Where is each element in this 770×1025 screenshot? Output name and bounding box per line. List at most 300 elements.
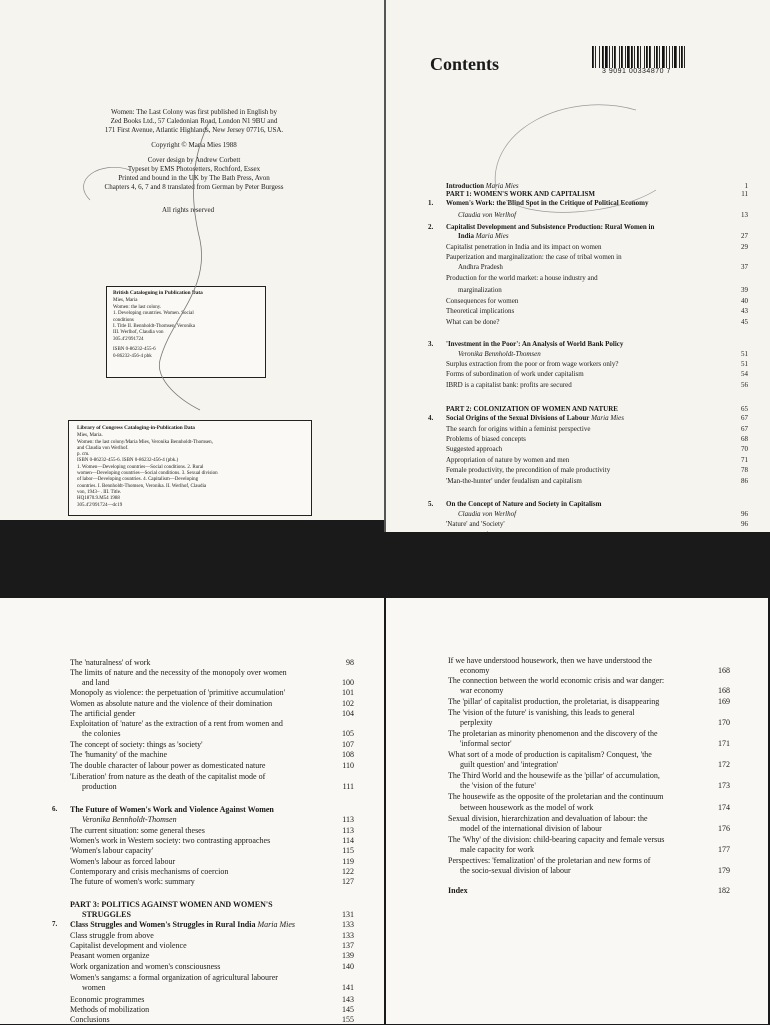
imprint-line: Typeset by EMS Photosetters, Rochford, Essex — [127, 165, 261, 173]
cip-line: 0-86232-456-4 pbk — [113, 353, 152, 359]
toc-entry-title: If we have understood housework, then we have understood the — [448, 656, 652, 665]
cip-line: conditions — [113, 317, 134, 323]
toc-entry-title: Consequences for women — [446, 297, 519, 305]
toc-entry-title: Women's sangams: a formal organization of agricultural labourer — [70, 973, 278, 982]
toc-page-number: 11 — [741, 190, 748, 198]
toc-entry — [70, 931, 154, 941]
barcode-bar — [654, 46, 655, 68]
toc-entry — [70, 951, 149, 961]
toc-entry — [70, 719, 283, 729]
toc-entry — [446, 253, 622, 261]
toc-page-number: 133 — [342, 920, 354, 929]
toc-entry — [460, 824, 602, 834]
toc-page-number: 107 — [342, 740, 354, 749]
barcode-bar — [614, 46, 616, 68]
toc-entry — [458, 510, 516, 518]
toc-entry-title: The limits of nature and the necessity of the monopoly over women — [70, 668, 287, 677]
barcode-bar — [602, 46, 604, 68]
toc-chapter-number: 7. — [52, 920, 58, 928]
toc-entry-title: Women's work in Western society: two contrasting approaches — [70, 836, 271, 845]
toc-page-number: 96 — [741, 510, 748, 518]
toc-entry-title: Theoretical implications — [446, 307, 515, 315]
toc-entry — [70, 750, 167, 760]
toc-page-number: 51 — [741, 360, 748, 368]
toc-entry-title: Suggested approach — [446, 445, 503, 453]
toc-entry-title: The 'humanity' of the machine — [70, 750, 168, 759]
imprint-line: Chapters 4, 6, 7 and 8 translated from German by Peter Burgess — [104, 183, 284, 191]
toc-entry-title: 'Women's labour capacity' — [70, 846, 154, 855]
cip-line: Mies, Maria. — [77, 433, 103, 439]
toc-entry — [70, 920, 295, 930]
toc-page-number: 139 — [342, 951, 354, 960]
toc-entry-title: The housewife as the opposite of the proletarian and the continuum — [448, 792, 664, 801]
toc-page-number: 140 — [342, 962, 354, 971]
barcode-bar — [666, 46, 667, 68]
barcode-bar — [640, 46, 641, 68]
toc-entry-title: India — [458, 232, 474, 240]
toc-entry — [446, 307, 514, 315]
imprint-line: Cover design by Andrew Corbett — [147, 156, 241, 164]
toc-entry-title: The artificial gender — [70, 709, 136, 718]
toc-entry-title: The double character of labour power as domesticated nature — [70, 761, 266, 770]
toc-entry — [446, 477, 582, 485]
toc-entry-title: the socio-sexual division of labour — [460, 866, 571, 875]
barcode-bar — [649, 46, 651, 68]
loc-cip-heading: Library of Congress Cataloging-in-Publication Data — [77, 425, 195, 431]
barcode-bar — [646, 46, 648, 68]
toc-page-number: 127 — [342, 877, 354, 886]
toc-entry — [446, 405, 618, 413]
barcode-bar — [619, 46, 620, 68]
toc-page-number: 108 — [342, 750, 354, 759]
toc-page-number: 56 — [741, 381, 748, 389]
barcode-bar — [605, 46, 608, 68]
toc-entry-title: perplexity — [460, 718, 493, 727]
toc-entry-author: Maria Mies — [475, 232, 509, 240]
cip-line: HQ1870.9.M54 1988 — [77, 496, 120, 502]
toc-entry-title: 'Investment in the Poor': An Analysis of World Bank Policy — [446, 340, 624, 348]
toc-page-number: 172 — [718, 760, 730, 769]
toc-entry-title: What can be done? — [446, 318, 500, 326]
toc-page-number: 71 — [741, 456, 748, 464]
imprint-line: Copyright © Maria Mies 1988 — [151, 141, 237, 149]
toc-entry — [70, 761, 265, 771]
imprint-line: Women: The Last Colony was first published in English by — [111, 108, 277, 116]
toc-entry — [446, 223, 654, 231]
toc-entry — [446, 466, 610, 474]
toc-page-number: 113 — [342, 815, 354, 824]
toc-entry-author: Claudia von Werlhof — [458, 510, 517, 518]
toc-entry-title: Women's Work: the Blind Spot in the Critique of Political Economy — [446, 199, 649, 207]
barcode-bar — [612, 46, 613, 68]
toc-page-number: 67 — [741, 414, 748, 422]
toc-entry — [448, 750, 652, 760]
toc-entry — [70, 836, 270, 846]
barcode-bar — [592, 46, 594, 68]
toc-entry-title: Production for the world market: a house industry and — [446, 274, 598, 282]
toc-entry-title: The 'pillar' of capitalist production, the proletariat, is disappearing — [448, 697, 660, 706]
toc-entry-title: The future of women's work: summary — [70, 877, 195, 886]
toc-entry — [446, 243, 602, 251]
toc-entry-title: The 'vision of the future' is vanishing, this leads to general — [448, 708, 635, 717]
barcode-bar — [637, 46, 639, 68]
imprint-line: 171 First Avenue, Atlantic Highlands, New Jersey 07716, USA. — [104, 126, 284, 134]
toc-page-number: 173 — [718, 781, 730, 790]
toc-entry — [446, 520, 505, 528]
toc-page-number: 179 — [718, 866, 730, 875]
toc-entry — [70, 772, 265, 782]
toc-entry — [446, 274, 598, 282]
toc-page-number: 78 — [741, 466, 748, 474]
toc-entry-title: Contemporary and crisis mechanisms of coercion — [70, 867, 229, 876]
toc-chapter-number: 2. — [428, 223, 434, 231]
cip-line: I. Title II. Bennholdt-Thomsen, Veronika — [113, 324, 195, 330]
toc-entry — [446, 531, 559, 539]
toc-entry — [448, 835, 664, 845]
toc-entry-author: Maria Mies — [591, 414, 624, 422]
toc-entry-title: Female productivity, the precondition of male productivity — [446, 466, 611, 474]
toc-entry-title: 'Man-the-hunter' under feudalism and capitalism — [446, 477, 582, 485]
toc-entry-title: Sexual division, hierarchization and devaluation of labour: the — [448, 814, 648, 823]
toc-page-number: 13 — [741, 211, 748, 219]
toc-page-number: 169 — [718, 697, 730, 706]
toc-entry-author: Claudia von Werlhof — [458, 211, 517, 219]
toc-entry-title: 'Liberation' from nature as the death of the capitalist mode of — [70, 772, 266, 781]
page-copyright — [0, 0, 384, 520]
toc-entry-title: Perspectives: 'femalization' of the proletarian and new forms of — [448, 856, 651, 865]
toc-page-number: 155 — [342, 1015, 354, 1024]
toc-entry — [460, 739, 512, 749]
toc-chapter-number: 5. — [428, 500, 434, 508]
toc-entry — [446, 425, 590, 433]
cip-line: Mies, Maria — [113, 298, 138, 304]
toc-page-number: 45 — [741, 318, 748, 326]
toc-entry — [70, 877, 195, 887]
toc-entry — [448, 814, 648, 824]
barcode-bar — [627, 46, 630, 68]
cip-line: and Claudia von Werlhof. — [77, 445, 129, 451]
toc-entry — [82, 983, 106, 993]
toc-page-number: 100 — [342, 678, 354, 687]
toc-page-number: 113 — [342, 826, 354, 835]
barcode-bar — [659, 46, 660, 68]
toc-entry — [70, 699, 272, 709]
toc-page-number: 67 — [741, 425, 748, 433]
toc-page-number: 96 — [741, 520, 748, 528]
toc-entry — [446, 318, 499, 326]
toc-entry — [70, 1005, 149, 1015]
toc-entry-title: Economic programmes — [70, 995, 145, 1004]
toc-page-number: 137 — [342, 941, 354, 950]
toc-page-number: 70 — [741, 445, 748, 453]
toc-entry-title: Conclusions — [70, 1015, 110, 1024]
toc-page-number: 122 — [342, 867, 354, 876]
toc-entry — [446, 435, 526, 443]
toc-entry-title: The concept of nature: people as 'nature' — [446, 531, 559, 539]
toc-entry — [458, 263, 503, 271]
toc-entry — [446, 456, 569, 464]
toc-entry — [82, 910, 131, 920]
toc-page-number: 170 — [718, 718, 730, 727]
toc-entry-title: and land — [82, 678, 110, 687]
toc-entry-title: economy — [460, 666, 490, 675]
toc-entry — [70, 688, 285, 698]
toc-page-number: 65 — [741, 405, 748, 413]
toc-page-number: 115 — [342, 846, 354, 855]
barcode-bar — [681, 46, 683, 68]
toc-page-number: 51 — [741, 350, 748, 358]
toc-page-number: 182 — [718, 886, 730, 895]
toc-entry-title: Capitalist development and violence — [70, 941, 187, 950]
toc-entry — [70, 973, 278, 983]
cip-line: 1. Developing countries. Women. Social — [113, 311, 194, 317]
cip-line: Women: the last colony. — [113, 304, 162, 310]
toc-entry — [82, 729, 120, 739]
barcode-bar — [644, 46, 645, 68]
toc-page-number: 37 — [741, 263, 748, 271]
toc-entry-title: model of the international division of labour — [460, 824, 602, 833]
cip-line: p. cm. — [77, 452, 90, 458]
toc-entry-title: Social Origins of the Sexual Divisions of Labour — [446, 414, 590, 422]
toc-entry — [446, 297, 518, 305]
cip-line: of labor—Developing countries. 4. Capitalism—Developing — [77, 477, 199, 483]
cip-line: III. Werlhof, Claudia von — [113, 330, 164, 336]
page-contents-2 — [0, 598, 384, 1024]
toc-chapter-number: 4. — [428, 414, 434, 422]
toc-entry-title: IBRD is a capitalist bank: profits are secured — [446, 381, 572, 389]
loc-cip-box — [68, 420, 312, 516]
toc-entry-title: PART 3: POLITICS AGAINST WOMEN AND WOMEN'S — [70, 900, 273, 909]
cip-line: Women: the last colony/Maria Mies, Veronika Bennholdt-Thomsen, — [77, 439, 213, 445]
toc-entry — [460, 686, 503, 696]
toc-entry-title: Women's labour as forced labour — [70, 857, 176, 866]
toc-entry-title: The Third World and the housewife as the 'pillar' of accumulation, — [448, 771, 660, 780]
toc-entry-title: male capacity for work — [460, 845, 534, 854]
toc-entry — [70, 740, 203, 750]
cip-line: 305.4'2'091724 — [113, 336, 144, 342]
cip-line: 305.4'2'091724—dc19 — [77, 502, 123, 508]
british-cip-heading: British Cataloguing in Publication Data — [113, 290, 203, 296]
toc-entry — [448, 729, 658, 739]
barcode-bar — [669, 46, 670, 68]
toc-entry — [446, 414, 624, 422]
toc-entry-title: 'informal sector' — [460, 739, 512, 748]
toc-entry — [458, 286, 502, 294]
toc-entry-title: the colonies — [82, 729, 121, 738]
toc-page-number: 177 — [718, 845, 730, 854]
toc-entry-title: between housework as the model of work — [460, 803, 594, 812]
toc-entry-title: On the Concept of Nature and Society in Capitalism — [446, 500, 602, 508]
toc-page-number: 104 — [342, 709, 354, 718]
toc-page-number: 29 — [741, 243, 748, 251]
toc-entry — [448, 771, 660, 781]
barcode-bar — [625, 46, 626, 68]
toc-page-number: 119 — [342, 857, 354, 866]
toc-entry — [448, 792, 664, 802]
contents-title: Contents — [430, 54, 500, 74]
toc-entry — [448, 856, 650, 866]
toc-entry — [446, 445, 502, 453]
toc-entry — [82, 678, 109, 688]
toc-entry — [458, 350, 541, 358]
cip-line: women—Developing countries—Social conditions. 3. Sexual division — [77, 471, 218, 477]
toc-entry-title: Forms of subordination of work under capitalism — [446, 370, 584, 378]
toc-entry-title: Problems of biased concepts — [446, 435, 526, 443]
barcode — [592, 46, 712, 68]
toc-chapter-number: 6. — [52, 805, 58, 813]
barcode-bar — [679, 46, 680, 68]
toc-entry-title: women — [82, 983, 106, 992]
toc-entry — [460, 781, 536, 791]
all-rights-reserved: All rights reserved — [162, 206, 215, 214]
pencil-circle-marks — [476, 90, 676, 220]
toc-entry — [70, 941, 187, 951]
toc-entry — [70, 668, 287, 678]
imprint-line: Zed Books Ltd., 57 Caledonian Road, London N1 9BU and — [110, 117, 278, 125]
toc-entry-title: Class Struggles and Women's Struggles in Rural India — [70, 920, 256, 929]
toc-entry-title: Peasant women organize — [70, 951, 150, 960]
barcode-bar — [656, 46, 658, 68]
barcode-bar — [631, 46, 633, 68]
toc-entry-title: Monopoly as violence: the perpetuation of 'primitive accumulation' — [70, 688, 286, 697]
toc-entry-title: Andhra Pradesh — [458, 263, 503, 271]
toc-entry — [446, 360, 618, 368]
toc-entry — [82, 782, 117, 792]
toc-entry — [70, 846, 153, 856]
cip-line: 1. Women—Developing countries—Social conditions. 2. Rural — [77, 464, 204, 470]
barcode-number: 3 9091 00334870 7 — [602, 68, 671, 75]
toc-entry-title: The Future of Women's Work and Violence Against Women — [70, 805, 274, 814]
toc-entry — [70, 709, 135, 719]
imprint-line: Printed and bound in the UK by The Bath Press, Avon — [118, 174, 270, 182]
toc-entry-title: Surplus extraction from the poor or from wage workers only? — [446, 360, 619, 368]
barcode-bar — [621, 46, 623, 68]
page-contents-3 — [386, 598, 768, 1024]
toc-entry-author: Veronika Bennholdt-Thomsen — [458, 350, 541, 358]
toc-page-number: 145 — [342, 1005, 354, 1014]
page-contents-1 — [384, 0, 770, 539]
toc-page-number: 102 — [342, 699, 354, 708]
toc-entry — [446, 381, 572, 389]
toc-page-number: 171 — [718, 739, 730, 748]
toc-entry-title: Exploitation of 'nature' as the extraction of a rent from women and — [70, 719, 283, 728]
toc-page-number: 114 — [342, 836, 354, 845]
toc-entry-title: STRUGGLES — [82, 910, 131, 919]
toc-entry-author: Maria Mies — [485, 182, 519, 190]
toc-page-number: 98 — [346, 658, 354, 667]
toc-chapter-number: 3. — [428, 340, 434, 348]
toc-entry — [70, 805, 274, 815]
toc-entry — [70, 826, 205, 836]
toc-entry — [460, 803, 593, 813]
toc-entry — [460, 666, 489, 676]
toc-page-number: 39 — [741, 286, 748, 294]
toc-entry — [448, 656, 652, 666]
toc-entry-title: Methods of mobilization — [70, 1005, 150, 1014]
toc-page-number: 43 — [741, 307, 748, 315]
toc-entry — [460, 866, 571, 876]
toc-entry — [448, 886, 468, 896]
toc-entry-title: Women as absolute nature and the violence of their domination — [70, 699, 273, 708]
toc-entry-title: The concept of society: things as 'society' — [70, 740, 203, 749]
toc-entry-author: Maria Mies — [257, 920, 296, 929]
toc-entry — [446, 370, 584, 378]
toc-page-number: 1 — [744, 182, 748, 190]
barcode-bar — [595, 46, 596, 68]
toc-entry-title: Capitalist Development and Subsistence Production: Rural Women in — [446, 223, 655, 231]
toc-entry — [70, 1015, 110, 1025]
toc-entry-title: What sort of a mode of production is capitalism? Conquest, 'the — [448, 750, 652, 759]
pencil-marks — [60, 120, 280, 420]
toc-chapter-number: 1. — [428, 199, 434, 207]
toc-page-number: 110 — [342, 761, 354, 770]
toc-entry — [70, 867, 228, 877]
barcode-bar — [634, 46, 635, 68]
toc-page-number: 141 — [342, 983, 354, 992]
toc-entry-title: Index — [448, 886, 468, 895]
barcode-bar — [599, 46, 600, 68]
toc-page-number: 40 — [741, 297, 748, 305]
cip-line: ISBN 0-86232-455-6 — [113, 347, 156, 353]
toc-entry-title: marginalization — [458, 286, 502, 294]
toc-entry — [70, 857, 175, 867]
toc-entry-title: Capitalist penetration in India and its impact on women — [446, 243, 602, 251]
toc-entry — [448, 676, 664, 686]
toc-page-number: 105 — [342, 729, 354, 738]
toc-page-number: 133 — [342, 931, 354, 940]
toc-entry-author: Veronika Bennholdt-Thomsen — [82, 815, 177, 824]
toc-entry-title: Pauperization and marginalization: the case of tribal women in — [446, 253, 622, 261]
toc-page-number: 143 — [342, 995, 354, 1004]
toc-entry-title: production — [82, 782, 117, 791]
toc-entry-title: Introduction — [446, 182, 484, 190]
barcode-bar — [674, 46, 677, 68]
toc-entry — [448, 697, 659, 707]
toc-entry-title: 'Nature' and 'Society' — [446, 520, 505, 528]
barcode-bar — [684, 46, 685, 68]
toc-entry — [460, 760, 558, 770]
toc-page-number: 27 — [741, 232, 748, 240]
toc-entry — [446, 340, 623, 348]
toc-page-number: 86 — [741, 477, 748, 485]
toc-page-number: 168 — [718, 686, 730, 695]
toc-page-number: 168 — [718, 666, 730, 675]
toc-entry-title: The connection between the world economic crisis and war danger: — [448, 676, 665, 685]
toc-page-number: 68 — [741, 435, 748, 443]
toc-entry — [458, 232, 509, 240]
toc-entry-title: Appropriation of nature by women and men — [446, 456, 570, 464]
toc-page-number: 176 — [718, 824, 730, 833]
toc-entry-title: The search for origins within a feminist perspective — [446, 425, 591, 433]
toc-entry-title: war economy — [460, 686, 504, 695]
toc-page-number: 111 — [342, 782, 354, 791]
toc-entry-title: The 'Why' of the division: child-bearing capacity and female versus — [448, 835, 665, 844]
toc-entry — [448, 708, 635, 718]
toc-entry — [70, 995, 144, 1005]
toc-entry-title: Class struggle from above — [70, 931, 154, 940]
toc-entry-title: guilt question' and 'integration' — [460, 760, 559, 769]
toc-entry-title: The 'naturalness' of work — [70, 658, 151, 667]
toc-entry-title: the 'vision of the future' — [460, 781, 536, 790]
toc-page-number: 97 — [741, 531, 748, 539]
toc-page-number: 54 — [741, 370, 748, 378]
toc-entry — [446, 500, 601, 508]
cip-line: ISBN 0-86232-455-6. ISBN 0-86232-456-4 (pbk.) — [77, 458, 179, 464]
toc-entry — [460, 845, 534, 855]
barcode-bar — [662, 46, 665, 68]
toc-page-number: 131 — [342, 910, 354, 919]
toc-entry-title: PART 2: COLONIZATION OF WOMEN AND NATURE — [446, 405, 618, 413]
